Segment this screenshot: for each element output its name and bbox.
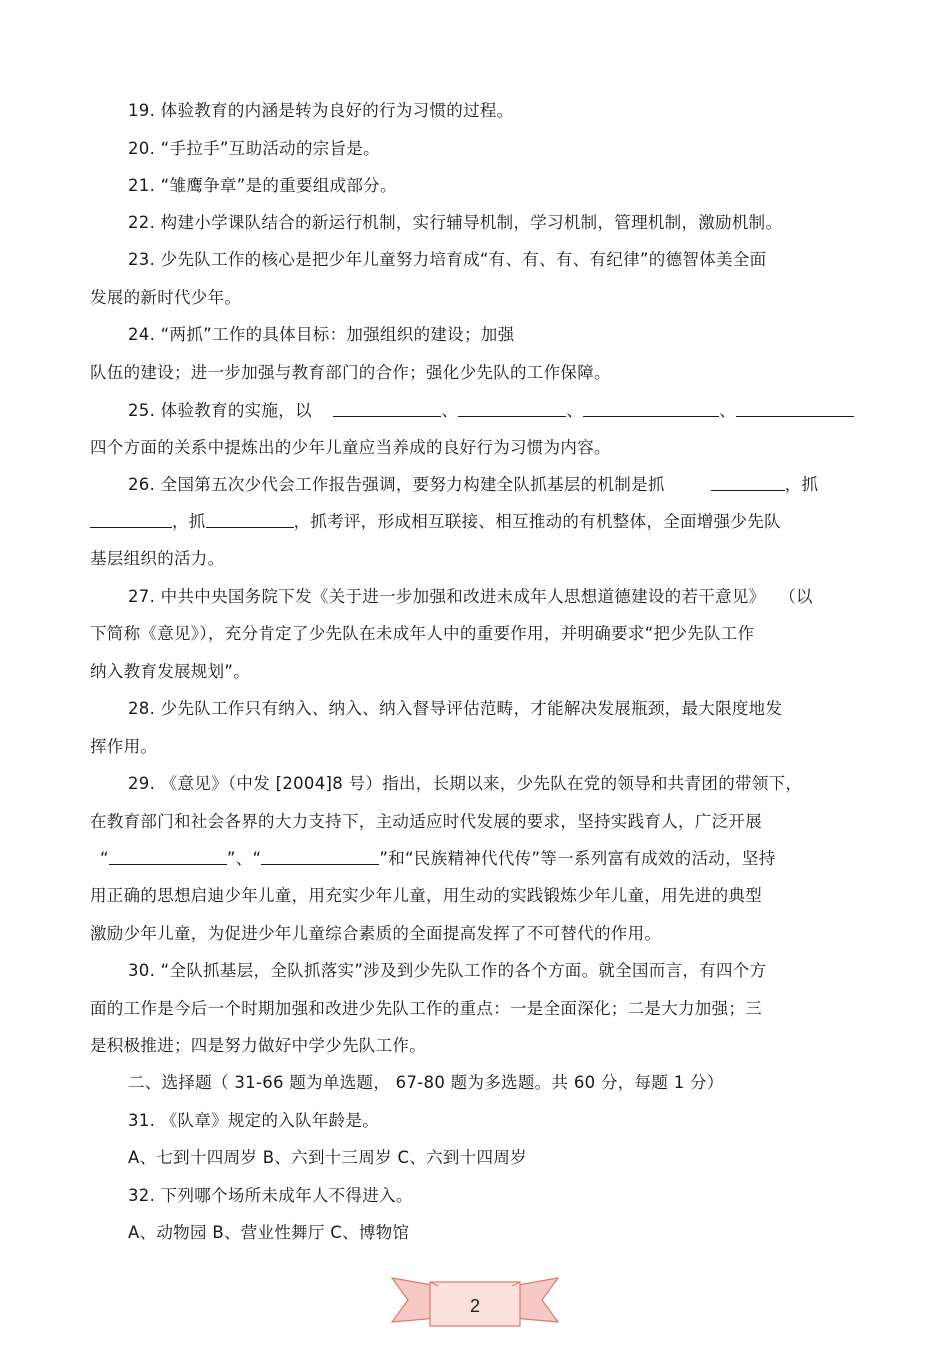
question-23-line-2: 发展的新时代少年。 (90, 288, 242, 307)
question-27-line-2: 下简称《意见》），充分肯定了少先队在未成年人中的重要作用，并明确要求“把少先队工作 (90, 624, 755, 643)
open-quote: “ (100, 849, 109, 868)
question-22: 22. 构建小学课队结合的新运行机制，实行辅导机制，学习机制，管理机制，激励机制。 (128, 213, 783, 232)
question-25-line-1 (128, 400, 854, 422)
question-26-line-2 (90, 511, 781, 533)
question-24-line-1: 24. “两抓”工作的具体目标：加强组织的建设；加强 (128, 325, 515, 344)
answer-blank (206, 511, 294, 528)
question-26-text: 26. 全国第五次少代会工作报告强调，要努力构建全队抓基层的机制是抓 (128, 475, 665, 494)
quote-separator: ”、“ (226, 849, 262, 868)
question-20: 20. “手拉手”互助活动的宗旨是。 (128, 139, 380, 158)
separator: 、 (719, 401, 736, 420)
section-heading-choice: 二、选择题（ 31-66 题为单选题， 67-80 题为多选题。共 60 分，每题 1 分） (128, 1073, 724, 1092)
question-29-line-3 (100, 848, 776, 870)
question-29-line-5: 激励少年儿童，为促进少年儿童综合素质的全面提高发挥了不可替代的作用。 (90, 924, 662, 943)
answer-blank (736, 400, 854, 417)
question-30-line-1: 30. “全队抓基层，全队抓落实”涉及到少先队工作的各个方面。就全国而言，有四个方 (128, 961, 767, 980)
answer-blank (333, 400, 441, 417)
page-footer (390, 1272, 560, 1332)
question-25-line-2: 四个方面的关系中提炼出的少年儿童应当养成的良好行为习惯为内容。 (90, 438, 611, 457)
answer-blank (711, 474, 785, 491)
question-25-text: 25. 体验教育的实施，以 (128, 401, 312, 420)
question-27-text-end: （以 (787, 587, 813, 606)
question-30-line-3: 是积极推进；四是努力做好中学少先队工作。 (90, 1036, 426, 1055)
question-26-text-end: ，抓 (784, 475, 819, 494)
question-21: 21. “雏鹰争章”是的重要组成部分。 (128, 176, 397, 195)
question-27-line-3: 纳入教育发展规划”。 (90, 662, 251, 681)
answer-blank (261, 848, 379, 865)
question-26-text: ，抓 (172, 512, 206, 531)
question-23-line-1: 23. 少先队工作的核心是把少年儿童努力培育成“有、有、有、有纪律”的德智体美全面 (128, 250, 767, 269)
answer-blank (458, 400, 566, 417)
question-29-text: ”和“民族精神代代传”等一系列富有成效的活动，坚持 (379, 849, 776, 868)
question-27-text: 27. 中共中央国务院下发《关于进一步加强和改进未成年人思想道德建设的若干意见》 (128, 587, 766, 606)
question-28-line-1: 28. 少先队工作只有纳入、纳入、纳入督导评估范畴，才能解决发展瓶颈，最大限度地发 (128, 699, 783, 718)
question-29-line-4: 用正确的思想启迪少年儿童，用充实少年儿童，用生动的实践锻炼少年儿童，用先进的典型 (90, 886, 762, 905)
question-32: 32. 下列哪个场所未成年人不得进入。 (128, 1186, 413, 1205)
question-31-options: A、七到十四周岁 B、六到十三周岁 C、六到十四周岁 (128, 1148, 527, 1167)
question-26-text: ，抓考评，形成相互联接、相互推动的有机整体，全面增强少先队 (293, 512, 781, 531)
question-29-line-2: 在教育部门和社会各界的大力支持下，主动适应时代发展的要求，坚持实践育人，广泛开展 (90, 812, 762, 831)
question-26-line-3: 基层组织的活力。 (90, 549, 225, 568)
question-30-line-2: 面的工作是今后一个时期加强和改进少先队工作的重点：一是全面深化；二是大力加强；三 (90, 999, 762, 1018)
question-27-line-1 (128, 586, 813, 608)
separator: 、 (566, 401, 584, 420)
question-31: 31. 《队章》规定的入队年龄是。 (128, 1111, 380, 1130)
page-number: 2 (469, 1296, 480, 1316)
question-29-line-1: 29. 《意见》（中发 [2004]8 号）指出，长期以来，少先队在党的领导和共青团的带领下， (128, 774, 803, 793)
question-19: 19. 体验教育的内涵是转为良好的行为习惯的过程。 (128, 101, 514, 120)
separator: 、 (441, 401, 459, 420)
answer-blank (109, 848, 227, 865)
answer-blank (90, 511, 172, 528)
question-24-line-2: 队伍的建设；进一步加强与教育部门的合作；强化少先队的工作保障。 (90, 363, 611, 382)
question-28-line-2: 挥作用。 (90, 737, 158, 756)
question-32-options: A、动物园 B、营业性舞厅 C、博物馆 (128, 1223, 410, 1242)
question-26-line-1 (128, 474, 818, 496)
answer-blank (583, 400, 719, 417)
